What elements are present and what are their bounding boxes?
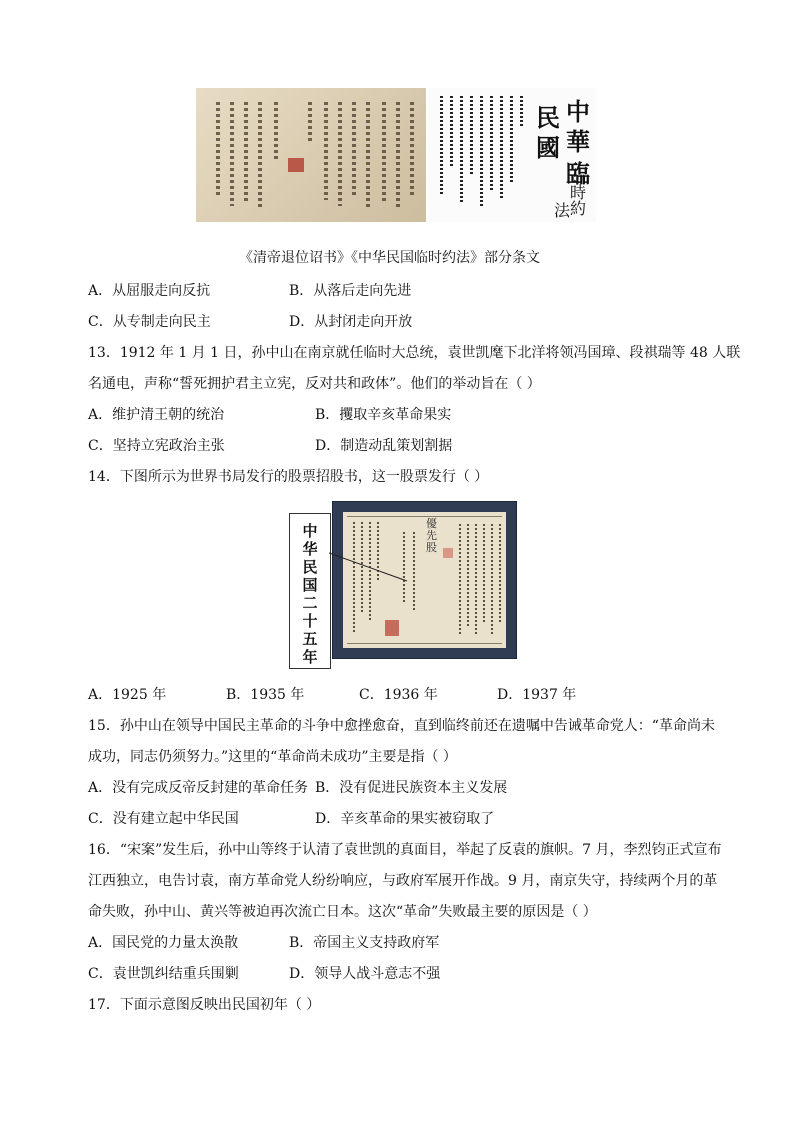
title-char: 民 [536,103,560,132]
question-15-line-2: 成功，同志仍须努力。”这里的“革命尚未成功”主要是指（ ） [88,749,457,765]
label-char: 中 [302,522,318,540]
option-15b: B．没有促进民族资本主义发展 [315,780,508,796]
option-13c: C．坚持立宪政治主张 [88,438,225,454]
label-char: 华 [302,540,318,558]
question-16-line-1: 16．“宋案”发生后，孙中山等终于认清了袁世凯的真面目，举起了反袁的旗帜。7 月，李烈钧正式宣布 [88,842,722,858]
label-char: 年 [302,648,318,666]
title-char: 法 [554,201,571,220]
red-stamp [385,620,399,636]
option-16c: C．袁世凯纠结重兵围剿 [88,966,239,982]
title-char: 華 [566,127,590,156]
option-12d: D．从封闭走向开放 [289,314,413,330]
label-char: 五 [302,630,318,648]
label-char: 民 [302,558,318,576]
option-13d: D．制造动乱策划割据 [315,438,453,454]
title-char: 時 [570,183,587,202]
label-char: 国 [302,576,318,594]
provisional-constitution-image [428,88,596,222]
label-char: 十 [302,612,318,630]
option-16d: D．领导人战斗意志不强 [289,966,441,982]
question-14-line-1: 14．下图所示为世界书局发行的股票招股书，这一股票发行（ ） [88,469,489,485]
pointer-line [329,547,409,587]
red-stamp [443,548,453,558]
option-14a: A．1925 年 [88,687,167,703]
title-char: 國 [536,133,560,162]
certificate-title: 優先股 [426,517,437,554]
stock-certificate-figure [289,501,515,667]
option-12a: A．从屈服走向反抗 [88,283,211,299]
option-14c: C．1936 年 [359,687,438,703]
edict-constitution-figure [196,88,596,222]
title-char: 臨 [566,159,590,188]
question-13-line-2: 名通电，声称“誓死拥护君主立宪，反对共和政体”。他们的举动旨在（ ） [88,376,541,392]
option-16a: A．国民党的力量太涣散 [88,935,239,951]
option-15c: C．没有建立起中华民国 [88,811,239,827]
date-label-box [289,513,331,669]
label-char: 二 [302,594,318,612]
option-13a: A．维护清王朝的统治 [88,407,225,423]
title-char: 約 [570,199,587,218]
red-seal [288,158,304,172]
option-12c: C．从专制走向民主 [88,314,211,330]
option-16b: B．帝国主义支持政府军 [289,935,440,951]
option-15a: A．没有完成反帝反封建的革命任务 [88,780,309,796]
option-14b: B．1935 年 [226,687,305,703]
option-14d: D．1937 年 [497,687,577,703]
question-16-line-2: 江西独立，电告讨袁，南方革命党人纷纷响应，与政府军展开作战。9 月，南京失守，持续两个月的革 [88,873,718,889]
constitution-title [532,92,594,218]
figure-caption: 《清帝退位诏书》《中华民国临时约法》部分条文 [239,250,540,266]
question-17-line-1: 17．下面示意图反映出民国初年（ ） [88,997,321,1013]
question-15-line-1: 15．孙中山在领导中国民主革命的斗争中愈挫愈奋，直到临终前还在遗嘱中告诫革命党人：“革命尚未 [88,718,715,734]
option-12b: B．从落后走向先进 [289,283,412,299]
question-13-line-1: 13．1912 年 1 月 1 日，孙中山在南京就任临时大总统，袁世凯麾下北洋将领冯国璋、段祺瑞等 48 人联 [88,345,741,361]
option-13b: B．攫取辛亥革命果实 [315,407,452,423]
title-char: 中 [566,97,590,126]
option-15d: D．辛亥革命的果实被窃取了 [315,811,495,827]
abdication-edict-image [196,88,426,222]
question-16-line-3: 命失败，孙中山、黄兴等被迫再次流亡日本。这次“革命”失败最主要的原因是（ ） [88,904,597,920]
